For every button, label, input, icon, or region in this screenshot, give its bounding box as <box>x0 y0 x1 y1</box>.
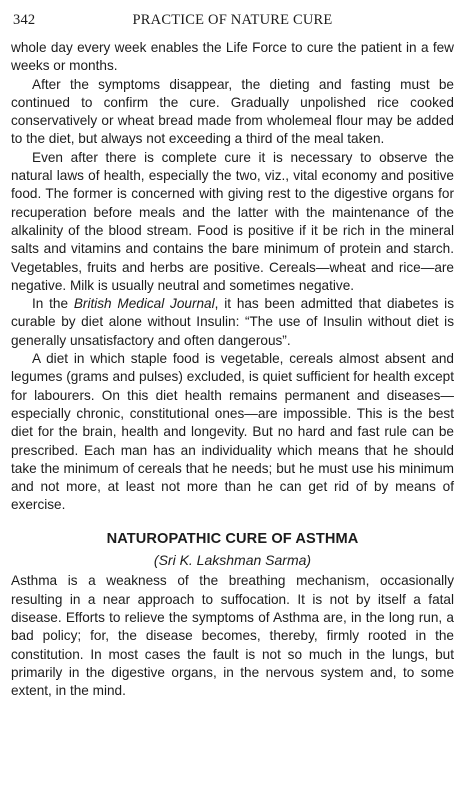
paragraph-vegetable-diet: A diet in which staple food is vegetable, cereals almost absent and legumes (grams and pulses) excluded, is quiet sufficient for health except for labourers. On this diet health remains permanent and diseases—especially chronic, constitutional ones—are impossible. This is the best diet for the brain, health and longevity. But no hard and fast rule can be prescribed. Each man has an individuality which means that he should take the minimum of cereals that he needs; but he must use his minimum and not more, at least not more than he can get rid of by means of exercise. <box>11 351 454 513</box>
paragraph-british-medical-journal <box>11 295 454 350</box>
section-byline: (Sri K. Lakshman Sarma) <box>153 552 312 569</box>
running-head <box>11 8 454 30</box>
page-number: 342 <box>13 12 36 28</box>
running-title: PRACTICE OF NATURE CURE <box>132 12 333 28</box>
paragraph-natural-laws: Even after there is complete cure it is necessary to observe the natural laws of health, especially the two, viz., vital economy and positive food. The former is concerned with giving rest to the digestive organs for recuperation before meals and the latter with the maintenance of the alkalinity of the blood stream. Food is positive if it be rich in the mineral salts and vitamins and contains the bare minimum of protein and starch. Vegetables, fruits and herbs are positive. Cereals—wheat and rice—are negative. Milk is usually neutral and sometimes negative. <box>11 149 454 293</box>
paragraph-asthma: Asthma is a weakness of the breathing mechanism, occasionally resulting in a near approach to suffocation. It is not by itself a fatal disease. Efforts to relieve the symptoms of Asthma are, in the long run, a bad policy; for, the disease becomes, thereby, firmly rooted in the constitution. In most cases the fault is not so much in the lungs, but primarily in the digestive organs, in the nervous system and, to some extent, in the mind. <box>11 573 454 699</box>
paragraph-dieting-after-symptoms: After the symptoms disappear, the dieting and fasting must be continued to confirm the cure. Gradually unpolished rice cooked conservatively or wheat bread made from wholemeal flour may be added to the diet, but always not exceeding a third of the meal taken. <box>11 76 454 147</box>
paragraph-continued: whole day every week enables the Life Force to cure the patient in a few weeks or months. <box>11 40 454 74</box>
section-heading: NATUROPATHIC CURE OF ASTHMA <box>106 530 359 547</box>
bmj-text-before: In the <box>32 296 74 312</box>
journal-title: British Medical Journal <box>73 296 215 312</box>
bmj-text-after: , it has been admitted that diabetes is curable by diet alone without Insulin: “The use of Insulin without diet is generally unsatisfactory and often dangerous”. <box>11 296 454 348</box>
